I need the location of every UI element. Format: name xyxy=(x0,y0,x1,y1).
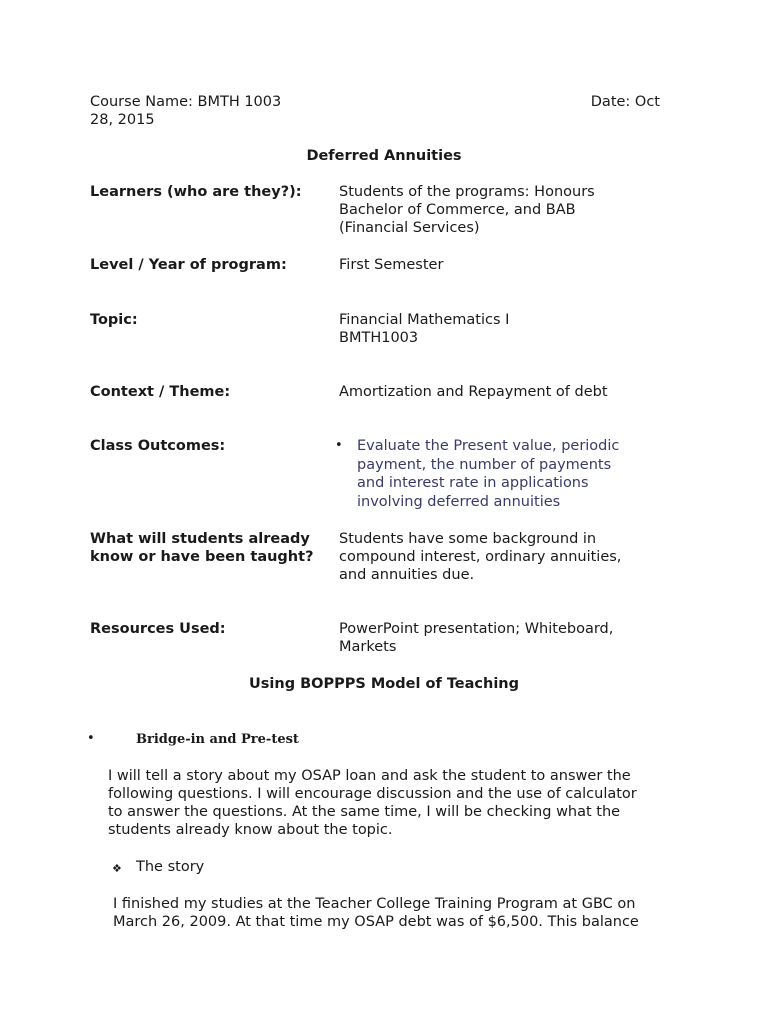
prior-label-line-1: What will students already xyxy=(90,531,310,547)
date-label: Date: Oct xyxy=(590,94,660,110)
document-title: Deferred Annuities xyxy=(306,148,462,164)
prior-value-line-2: compound interest, ordinary annuities, xyxy=(339,549,622,565)
bridge-paragraph-line-3: to answer the questions. At the same time, I will be checking what the xyxy=(108,804,621,820)
level-label: Level / Year of program: xyxy=(90,257,287,273)
level-value: First Semester xyxy=(339,257,444,273)
outcomes-label: Class Outcomes: xyxy=(90,438,226,454)
story-bullet-icon: ❖ xyxy=(112,862,122,875)
prior-label-line-2: know or have been taught? xyxy=(90,549,314,565)
story-paragraph-line-2: March 26, 2009. At that time my OSAP debt was of $6,500. This balance xyxy=(113,914,639,930)
story-title: The story xyxy=(136,859,205,875)
bridge-paragraph-line-2: following questions. I will encourage discussion and the use of calculator xyxy=(108,786,637,802)
story-paragraph-line-1: I finished my studies at the Teacher College Training Program at GBC on xyxy=(113,896,636,912)
model-title: Using BOPPPS Model of Teaching xyxy=(249,676,519,692)
outcome-line-4: involving deferred annuities xyxy=(357,494,561,510)
bridge-bullet: • xyxy=(87,731,95,746)
bridge-paragraph-line-4: students already know about the topic. xyxy=(108,822,393,838)
learners-value-line-3: (Financial Services) xyxy=(339,220,480,236)
bridge-paragraph-line-1: I will tell a story about my OSAP loan and ask the student to answer the xyxy=(108,768,631,784)
course-name: Course Name: BMTH 1003 xyxy=(90,94,282,110)
outcome-line-3: and interest rate in applications xyxy=(357,475,589,491)
bridge-title: Bridge-in and Pre-test xyxy=(136,732,299,747)
learners-value-line-2: Bachelor of Commerce, and BAB xyxy=(339,202,576,218)
topic-value-line-2: BMTH1003 xyxy=(339,330,419,346)
prior-value-line-3: and annuities due. xyxy=(339,567,475,583)
learners-label: Learners (who are they?): xyxy=(90,184,302,200)
outcome-line-2: payment, the number of payments xyxy=(357,457,612,473)
date-continuation: 28, 2015 xyxy=(90,112,155,128)
context-value: Amortization and Repayment of debt xyxy=(339,384,608,400)
topic-label: Topic: xyxy=(90,312,138,328)
course-header xyxy=(90,93,660,111)
topic-value-line-1: Financial Mathematics I xyxy=(339,312,510,328)
context-label: Context / Theme: xyxy=(90,384,231,400)
learners-value-line-1: Students of the programs: Honours xyxy=(339,184,595,200)
resources-value-line-2: Markets xyxy=(339,639,397,655)
outcome-line-1: Evaluate the Present value, periodic xyxy=(357,438,620,454)
prior-value-line-1: Students have some background in xyxy=(339,531,597,547)
outcome-bullet: • xyxy=(335,438,343,453)
resources-value-line-1: PowerPoint presentation; Whiteboard, xyxy=(339,621,614,637)
resources-label: Resources Used: xyxy=(90,621,226,637)
